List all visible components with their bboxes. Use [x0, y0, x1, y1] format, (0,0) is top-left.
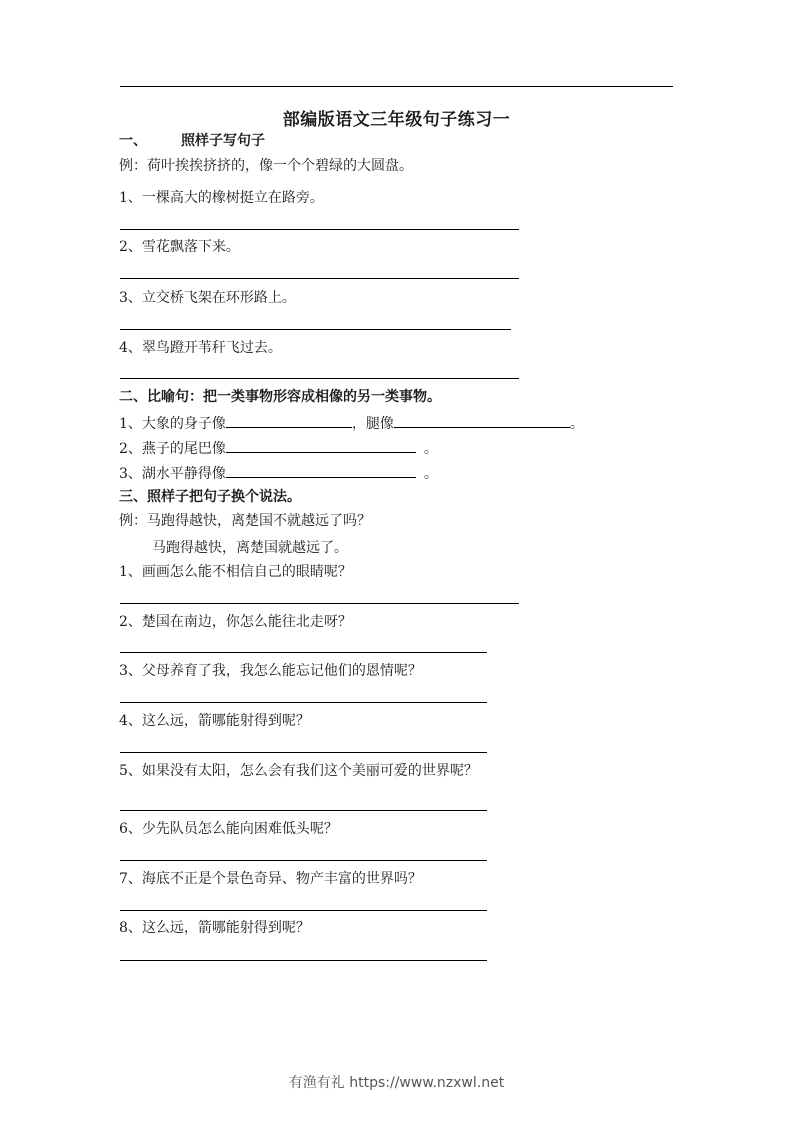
answer-line-1-4[interactable]	[120, 378, 519, 379]
page-title: 部编版语文三年级句子练习一	[282, 110, 511, 130]
section3-example-1: 例：马跑得越快，离楚国不就越远了吗？	[119, 513, 371, 529]
section1-heading-text: 照样子写句子	[181, 133, 265, 149]
section2-item-3-end: 。	[423, 466, 438, 482]
section1-item-2: 2、雪花飘落下来。	[119, 239, 240, 255]
answer-line-3-6[interactable]	[120, 860, 487, 861]
answer-line-1-1[interactable]	[120, 229, 519, 230]
section3-item-8: 8、这么远，箭哪能射得到呢？	[119, 920, 310, 936]
section3-item-6: 6、少先队员怎么能向困难低头呢？	[119, 821, 338, 837]
blank-calm-lake[interactable]	[226, 463, 416, 478]
section2-item-1-b: ，腿像	[351, 416, 394, 432]
answer-line-3-3[interactable]	[120, 702, 487, 703]
answer-line-3-8[interactable]	[120, 960, 487, 961]
answer-line-3-4[interactable]	[120, 752, 487, 753]
section2-item-2	[119, 438, 438, 458]
blank-elephant-legs[interactable]	[394, 413, 570, 428]
answer-line-3-1[interactable]	[120, 603, 519, 604]
answer-line-3-7[interactable]	[120, 910, 487, 911]
answer-line-3-2[interactable]	[120, 652, 487, 653]
section2-item-2-end: 。	[423, 441, 438, 457]
section3-heading: 三、照样子把句子换个说法。	[119, 489, 301, 505]
footer-watermark: 有渔有礼 https://www.nzxwl.net	[288, 1075, 505, 1091]
section2-item-1-end: 。	[569, 416, 584, 432]
section2-heading: 二、比喻句：把一类事物形容成相像的另一类事物。	[119, 389, 441, 405]
section3-item-2: 2、楚国在南边，你怎么能往北走呀？	[119, 614, 352, 630]
section2-item-1-a: 1、大象的身子像	[119, 416, 226, 432]
section2-item-3	[119, 463, 438, 483]
blank-swallow-tail[interactable]	[226, 438, 416, 453]
section1-item-3: 3、立交桥飞架在环形路上。	[119, 290, 296, 306]
section3-item-1: 1、画画怎么能不相信自己的眼睛呢？	[119, 564, 352, 580]
answer-line-1-3[interactable]	[120, 329, 511, 330]
answer-line-1-2[interactable]	[120, 278, 519, 279]
section1-heading	[119, 132, 265, 150]
section2-item-2-text: 2、燕子的尾巴像	[119, 441, 226, 457]
section3-item-5: 5、如果没有太阳，怎么会有我们这个美丽可爱的世界呢？	[119, 763, 478, 779]
section3-item-7: 7、海底不正是个景色奇异、物产丰富的世界吗？	[119, 871, 422, 887]
section3-item-4: 4、这么远，箭哪能射得到呢？	[119, 713, 310, 729]
section1-example: 例：荷叶挨挨挤挤的，像一个个碧绿的大圆盘。	[119, 158, 413, 174]
blank-elephant-body[interactable]	[226, 413, 352, 428]
header-rule	[120, 86, 673, 87]
section2-item-3-text: 3、湖水平静得像	[119, 466, 226, 482]
section1-item-1: 1、一棵高大的橡树挺立在路旁。	[119, 190, 324, 206]
section1-item-4: 4、翠鸟蹬开苇秆飞过去。	[119, 340, 282, 356]
answer-line-3-5[interactable]	[120, 810, 487, 811]
section1-heading-number: 一、	[119, 133, 147, 149]
section3-item-3: 3、父母养育了我，我怎么能忘记他们的恩情呢？	[119, 663, 422, 679]
section3-example-2: 马跑得越快，离楚国就越远了。	[152, 540, 348, 556]
section2-item-1	[119, 413, 584, 433]
